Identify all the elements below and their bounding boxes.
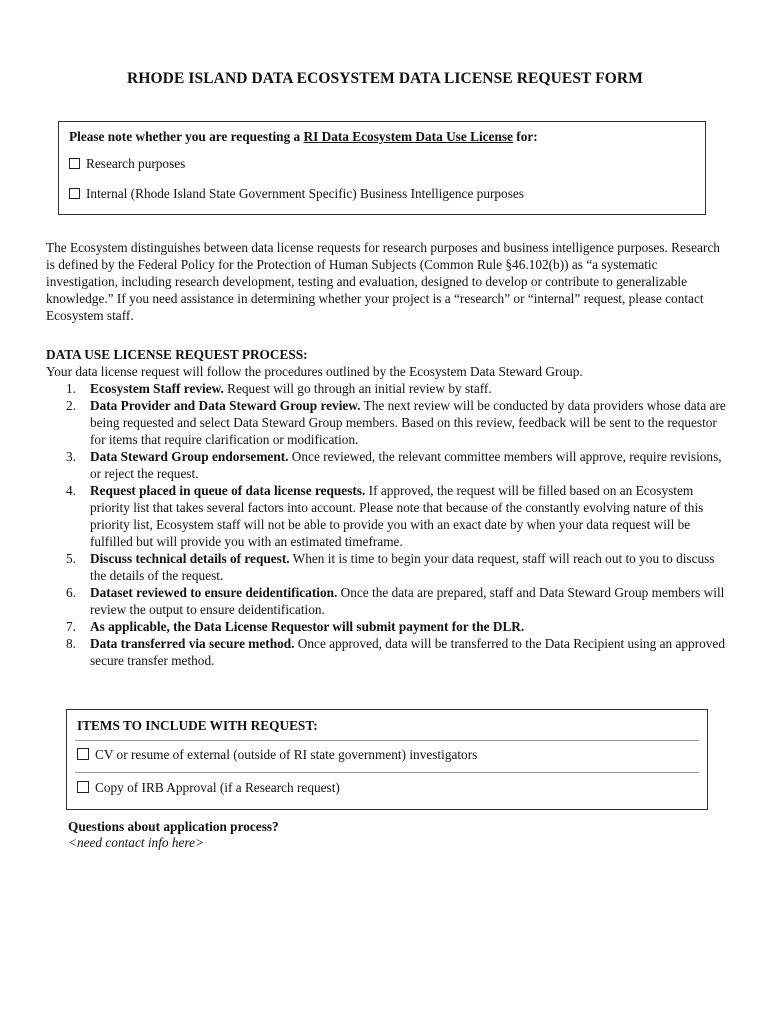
step-text: The next review will be conducted by data providers whose data are being requested and select Data Steward Group members. Based on this review, feedback will be sent to the requestor for items that require clarification or modification. xyxy=(90,398,726,447)
questions-heading: Questions about application process? xyxy=(68,819,279,834)
step-title: As applicable, the Data License Requestor will submit payment for the DLR. xyxy=(90,619,525,634)
process-step xyxy=(66,550,730,584)
research-purpose-label: Research purposes xyxy=(86,156,186,171)
step-number: 3. xyxy=(66,449,76,464)
step-title: Dataset reviewed to ensure deidentification. xyxy=(90,585,338,600)
items-heading: ITEMS TO INCLUDE WITH REQUEST: xyxy=(77,718,318,733)
irb-item-checkbox[interactable] xyxy=(77,781,89,793)
step-title: Data Provider and Data Steward Group review. xyxy=(90,398,361,413)
purpose-question-suffix: for: xyxy=(512,129,538,144)
cv-item-checkbox[interactable] xyxy=(77,748,89,760)
process-step xyxy=(66,584,730,618)
irb-item-label: Copy of IRB Approval (if a Research request) xyxy=(95,780,340,795)
process-steps-list xyxy=(66,380,730,669)
process-step xyxy=(66,448,730,482)
process-lead: Your data license request will follow the procedures outlined by the Ecosystem Data Steward Group. xyxy=(46,364,583,379)
step-text: Once the data are prepared, staff and Data Steward Group members will review the output to ensure deidentification. xyxy=(90,585,725,617)
step-title: Data transferred via secure method. xyxy=(90,636,295,651)
items-to-include-box xyxy=(66,709,708,810)
step-text: When it is time to begin your data request, staff will reach out to you to discuss the details of the request. xyxy=(90,551,715,583)
step-number: 4. xyxy=(66,483,76,498)
step-text: Once reviewed, the relevant committee members will approve, require revisions, or reject the request. xyxy=(90,449,722,481)
form-title: RHODE ISLAND DATA ECOSYSTEM DATA LICENSE REQUEST FORM xyxy=(127,70,643,87)
contact-placeholder: <need contact info here> xyxy=(68,835,204,850)
step-text: If approved, the request will be filled based on an Ecosystem priority list that takes several factors into account. Please note that because of the constantly evolving nature of this priority list, Ecosystem staff will not be able to provide you with an exact date by when your data request will be fulfilled but will provide you with an estimated timeframe. xyxy=(90,483,704,549)
step-title: Request placed in queue of data license requests. xyxy=(90,483,366,498)
internal-purpose-label: Internal (Rhode Island State Government Specific) Business Intelligence purposes xyxy=(86,186,524,201)
purpose-question xyxy=(69,128,695,145)
purpose-question-prefix: Please note whether you are requesting a xyxy=(69,129,304,144)
step-title: Discuss technical details of request. xyxy=(90,551,290,566)
step-number: 1. xyxy=(66,381,76,396)
step-text: Once approved, data will be transferred to the Data Recipient using an approved secure transfer method. xyxy=(90,636,725,668)
research-purpose-option[interactable] xyxy=(69,155,695,172)
process-step xyxy=(66,482,730,550)
process-heading: DATA USE LICENSE REQUEST PROCESS: xyxy=(46,347,308,362)
items-divider xyxy=(75,740,699,741)
cv-item-label: CV or resume of external (outside of RI state government) investigators xyxy=(95,747,478,762)
items-divider xyxy=(75,772,699,773)
step-number: 7. xyxy=(66,619,76,634)
internal-purpose-option[interactable] xyxy=(69,185,695,202)
process-step xyxy=(66,397,730,448)
intro-paragraph: The Ecosystem distinguishes between data license requests for research purposes and business intelligence purposes. Research is defined by the Federal Policy for the Protection of Human Subjects (Common Rule §46.102(b)) as “a systematic investigation, including research development, testing and evaluation, designed to develop or contribute to generalizable knowledge.” If you need assistance in determining whether your project is a “research” or “internal” request, please contact Ecosystem staff. xyxy=(46,240,720,323)
step-text: Request will go through an initial review by staff. xyxy=(223,381,492,396)
irb-item-option[interactable] xyxy=(77,779,340,796)
step-title: Data Steward Group endorsement. xyxy=(90,449,289,464)
step-number: 2. xyxy=(66,398,76,413)
step-number: 6. xyxy=(66,585,76,600)
step-number: 5. xyxy=(66,551,76,566)
step-title: Ecosystem Staff review. xyxy=(90,381,224,396)
process-step xyxy=(66,635,730,669)
step-number: 8. xyxy=(66,636,76,651)
research-purpose-checkbox[interactable] xyxy=(69,158,80,169)
process-step xyxy=(66,380,730,397)
process-step xyxy=(66,618,730,635)
internal-purpose-checkbox[interactable] xyxy=(69,188,80,199)
cv-item-option[interactable] xyxy=(77,746,477,763)
purpose-selection-box xyxy=(58,121,706,215)
data-use-license-link[interactable]: RI Data Ecosystem Data Use License xyxy=(303,129,513,144)
